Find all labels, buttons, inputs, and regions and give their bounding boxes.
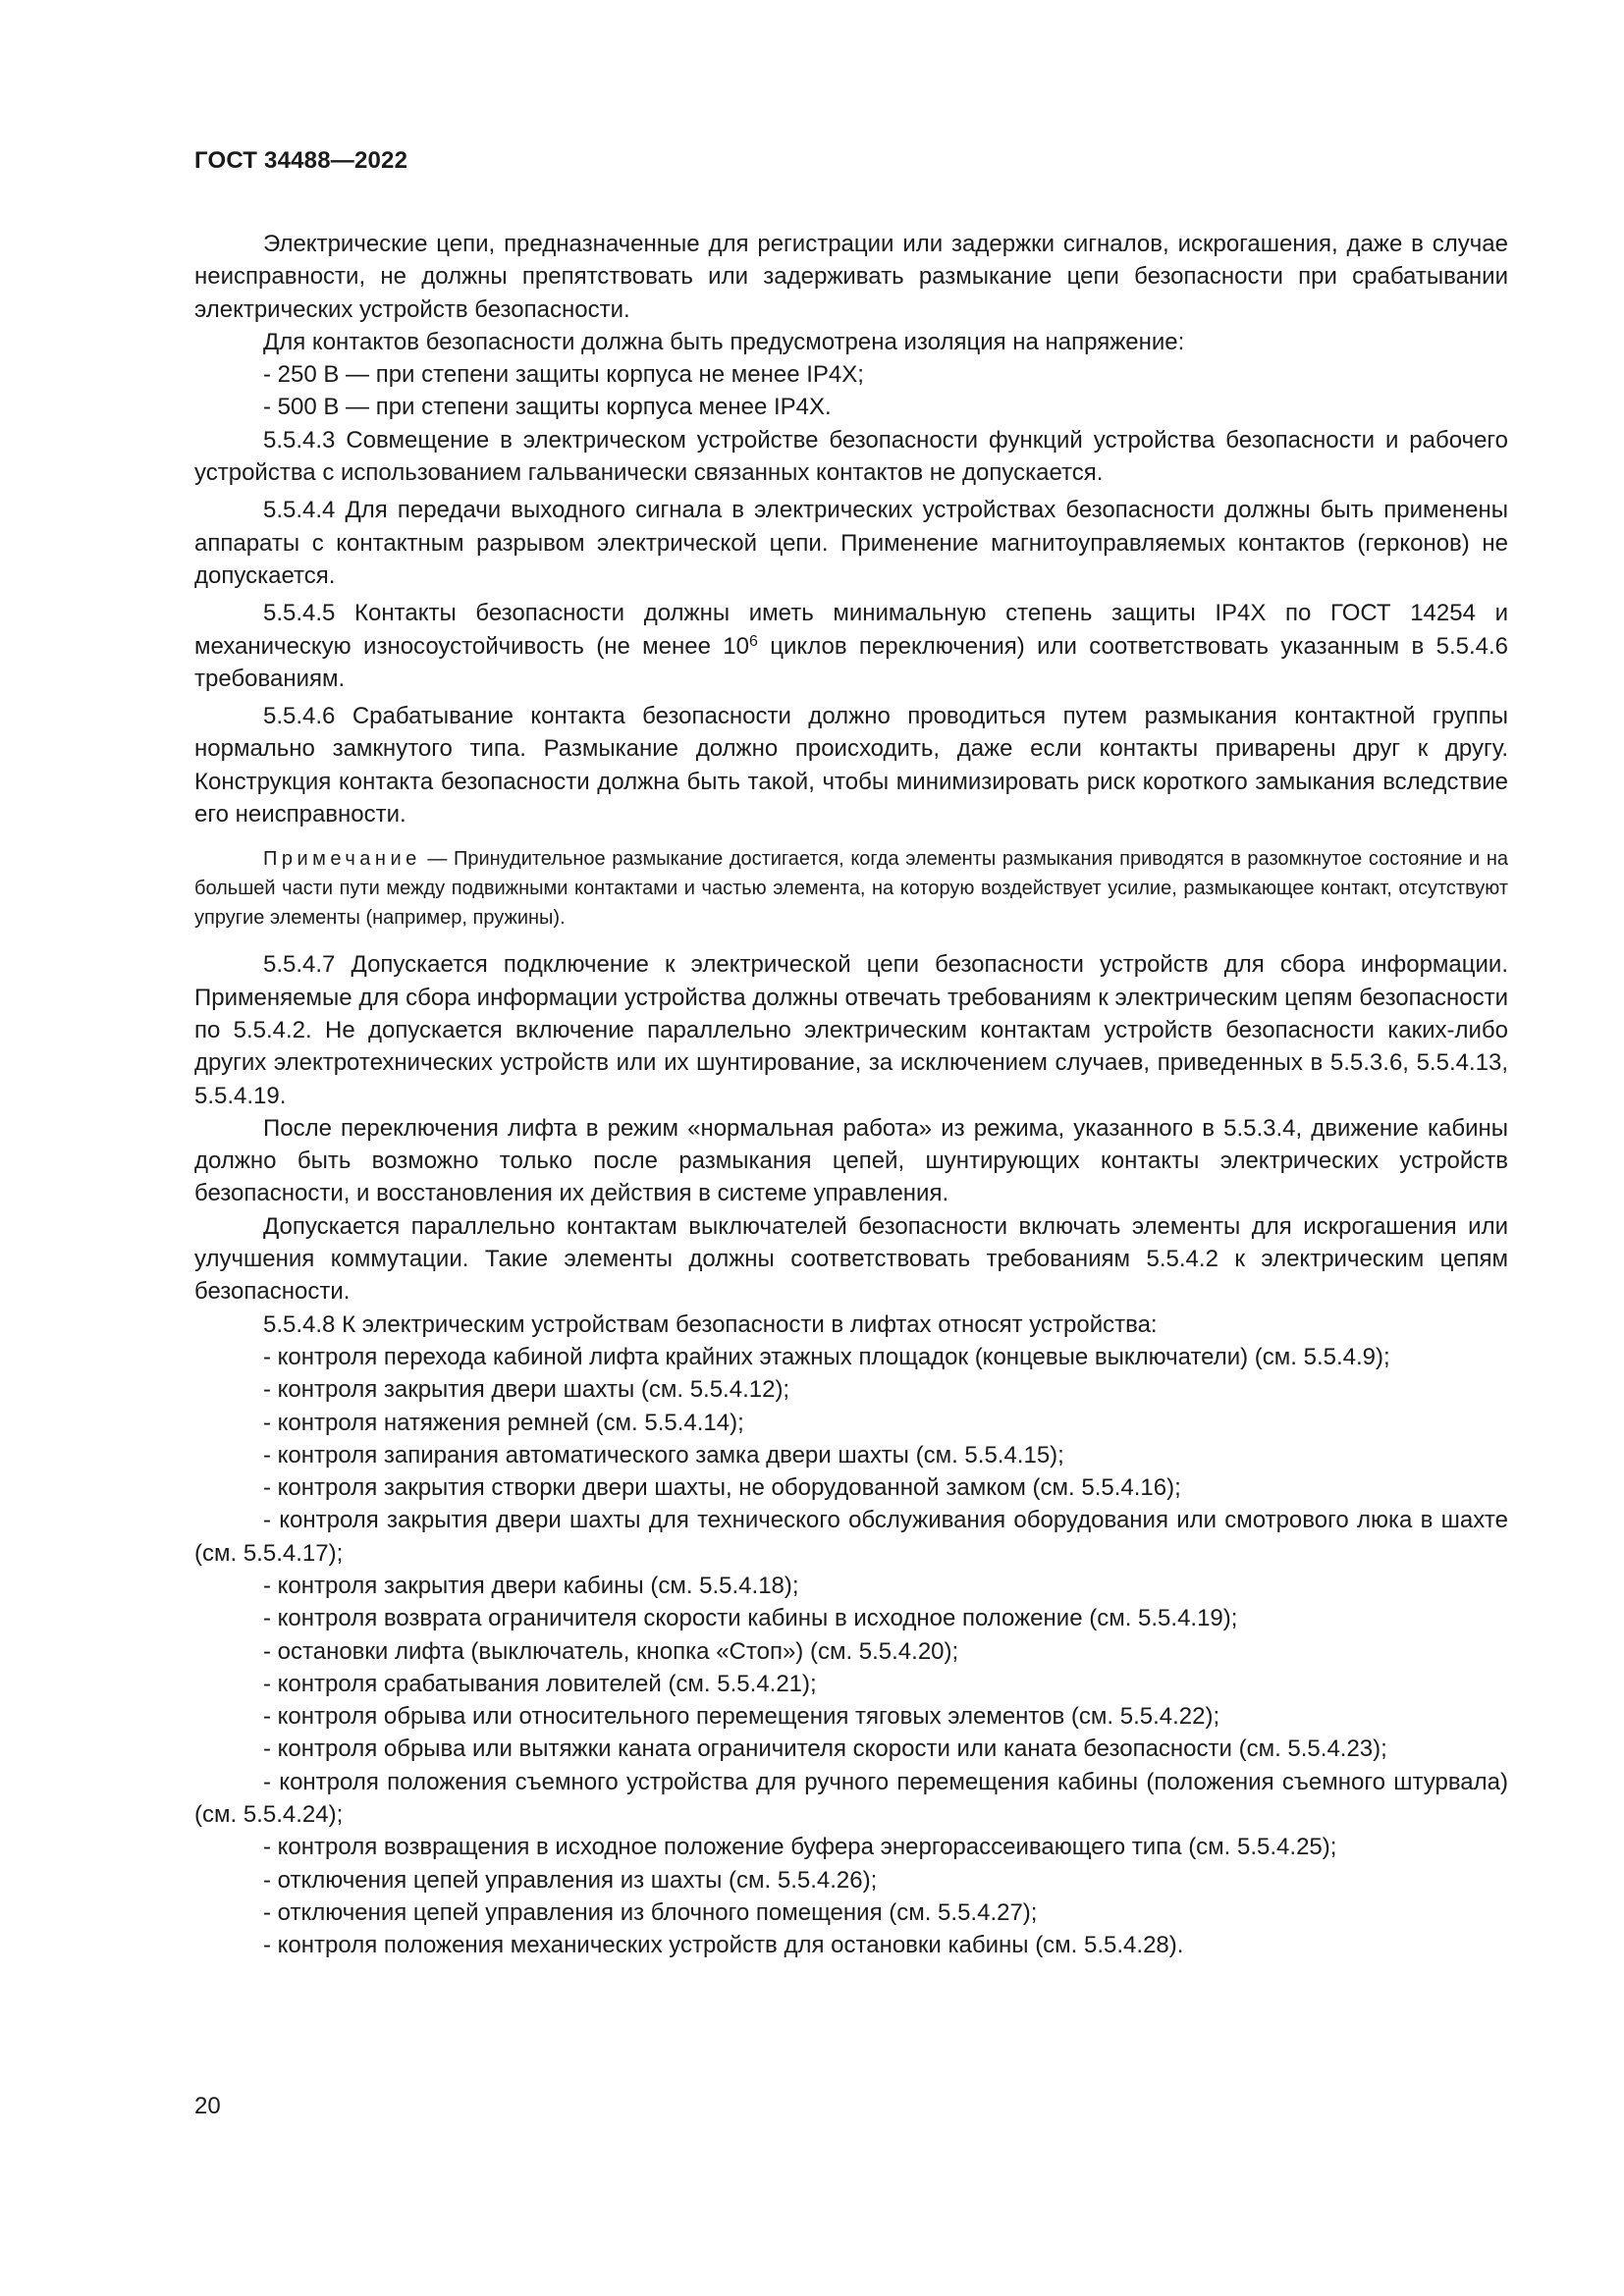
- list-item: - контроля закрытия двери кабины (см. 5.5.4.18);: [263, 1572, 799, 1599]
- list-item: - отключения цепей управления из блочного помещения (см. 5.5.4.27);: [263, 1898, 1038, 1926]
- paragraph-5-5-4-3: 5.5.4.3 Совмещение в электрическом устройстве безопасности функций устройства безопасности и рабочего устройства с использованием гальванически связанных контактов не допускается.: [194, 426, 1508, 487]
- page-number: 20: [194, 2093, 221, 2119]
- list-item: - контроля обрыва или вытяжки каната ограничителя скорости или каната безопасности (см. 5.5.4.23);: [263, 1735, 1387, 1763]
- paragraph-insulation: Для контактов безопасности должна быть предусмотрена изоляция на напряжение:: [263, 328, 1185, 355]
- list-item: - контроля срабатывания ловителей (см. 5.5.4.21);: [263, 1670, 817, 1697]
- paragraph-5-5-4-4: 5.5.4.4 Для передачи выходного сигнала в электрических устройствах безопасности должны быть применены аппараты с контактным разрывом электрической цепи. Применение магнитоуправляемых контактов (герконов) не допускается.: [194, 497, 1508, 589]
- superscript-exponent: 6: [749, 632, 758, 650]
- paragraph-5-5-4-8: 5.5.4.8 К электрическим устройствам безопасности в лифтах относят устройства:: [263, 1310, 1158, 1338]
- list-item: - контроля закрытия створки двери шахты, не оборудованной замком (см. 5.5.4.16);: [263, 1474, 1181, 1502]
- list-item: - контроля закрытия двери шахты (см. 5.5.4.12);: [263, 1376, 790, 1404]
- list-item: - контроля возвращения в исходное положение буфера энергорассеивающего типа (см. 5.5.4.25);: [263, 1834, 1337, 1861]
- list-item: - отключения цепей управления из шахты (см. 5.5.4.26);: [263, 1866, 878, 1894]
- list-item-250v: - 250 В — при степени защиты корпуса не менее IP4X;: [263, 361, 864, 389]
- paragraph-spark-suppression: Допускается параллельно контактам выключателей безопасности включать элементы для искрогашения или улучшения коммутации. Такие элементы должны соответствовать требованиям 5.5.4.2 к электрическим цепям безопасности.: [194, 1212, 1508, 1306]
- list-item: - контроля запирания автоматического замка двери шахты (см. 5.5.4.15);: [263, 1441, 1064, 1468]
- paragraph-5-5-4-5-part-a: 5.5.4.5 Контакты безопасности должны иметь минимальную степень защиты IP4X по ГОСТ 14254 и механическую износоустойчивость (не менее 10: [194, 600, 1508, 660]
- list-item: - контроля перехода кабиной лифта крайних этажных площадок (концевые выключатели) (см. 5.5.4.9);: [263, 1343, 1390, 1370]
- list-item: - контроля положения механических устройств для остановки кабины (см. 5.5.4.28).: [263, 1932, 1184, 1959]
- note-label: Примечание: [263, 848, 421, 871]
- paragraph-5-5-4-7: 5.5.4.7 Допускается подключение к электрической цепи безопасности устройств для сбора информации. Применяемые для сбора информации устройства должны отвечать требованиям к электрическим цепям безопасности по 5.5.4.2. Не допускается включение параллельно электрическим контактам устройств безопасности каких-либо других электротехнических устройств или их шунтирование, за исключением случаев, приведенных в 5.5.3.6, 5.5.4.13, 5.5.4.19.: [194, 951, 1508, 1109]
- note-text: — Принудительное размыкание достигается, когда элементы размыкания приводятся в разомкнутое состояние и на большей части пути между подвижными контактами и частью элемента, на которую воздействует усилие, размыкающее контакт, отсутствуют упругие элементы (например, пружины).: [194, 848, 1508, 930]
- paragraph-5-5-4-5-part-b: циклов переключения) или соответствовать указанным в 5.5.4.6 требованиям.: [194, 632, 1508, 692]
- paragraph-circuits: Электрические цепи, предназначенные для регистрации или задержки сигналов, искрогашения, даже в случае неисправности, не должны препятствовать или задерживать размыкание цепи безопасности при срабатывании электрических устройств безопасности.: [194, 231, 1508, 323]
- paragraph-5-5-4-5: [194, 597, 1508, 695]
- list-item: - контроля возврата ограничителя скорости кабины в исходное положение (см. 5.5.4.19);: [263, 1605, 1238, 1632]
- list-item: - контроля натяжения ремней (см. 5.5.4.14);: [263, 1409, 744, 1436]
- note-block: [194, 844, 1508, 933]
- list-item: - контроля закрытия двери шахты для технического обслуживания оборудования или смотрового люка в шахте (см. 5.5.4.17);: [194, 1507, 1508, 1567]
- document-body: [194, 228, 1508, 1962]
- list-item-500v: - 500 В — при степени защиты корпуса менее IP4X.: [263, 394, 832, 421]
- list-item: - остановки лифта (выключатель, кнопка «Стоп») (см. 5.5.4.20);: [263, 1637, 959, 1665]
- list-item: - контроля положения съемного устройства для ручного перемещения кабины (положения съемного штурвала) (см. 5.5.4.24);: [194, 1768, 1508, 1829]
- list-item: - контроля обрыва или относительного перемещения тяговых элементов (см. 5.5.4.22);: [263, 1703, 1220, 1731]
- page-header-standard-number: ГОСТ 34488—2022: [194, 147, 408, 174]
- paragraph-normal-mode: После переключения лифта в режим «нормальная работа» из режима, указанного в 5.5.3.4, движение кабины должно быть возможно только после размыкания цепей, шунтирующих контакты электрических устройств безопасности, и восстановления их действия в системе управления.: [194, 1114, 1508, 1207]
- paragraph-5-5-4-6: 5.5.4.6 Срабатывание контакта безопасности должно проводиться путем размыкания контактной группы нормально замкнутого типа. Размыкание должно происходить, даже если контакты приварены друг к другу. Конструкция контакта безопасности должна быть такой, чтобы минимизировать риск короткого замыкания вследствие его неисправности.: [194, 703, 1508, 828]
